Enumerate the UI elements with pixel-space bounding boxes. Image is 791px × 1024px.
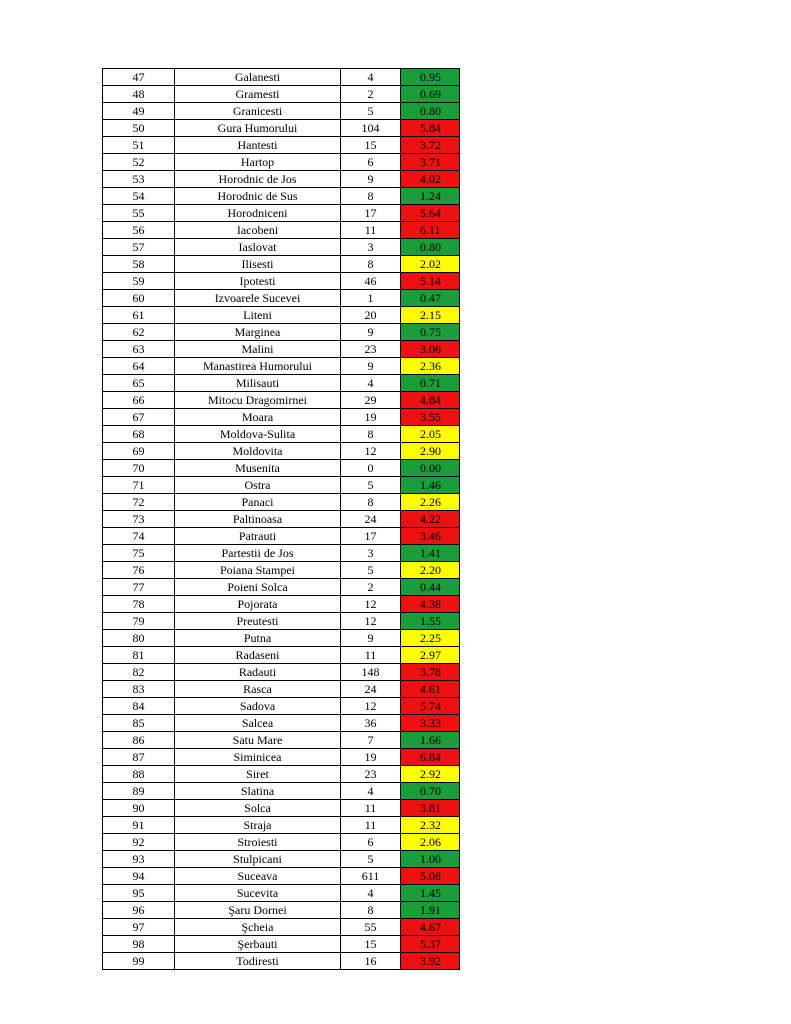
table-row xyxy=(103,817,460,834)
rate-value-cell: 3.06 xyxy=(401,341,460,358)
rate-value-cell: 1.24 xyxy=(401,188,460,205)
row-number-cell: 73 xyxy=(103,511,175,528)
locality-name-cell: Rasca xyxy=(175,681,341,698)
count-cell: 16 xyxy=(341,953,401,970)
rate-value-cell: 4.22 xyxy=(401,511,460,528)
rate-value-cell: 3.81 xyxy=(401,800,460,817)
rate-value-cell: 3.33 xyxy=(401,715,460,732)
rate-value-cell: 2.26 xyxy=(401,494,460,511)
rate-value-cell: 1.46 xyxy=(401,477,460,494)
data-table xyxy=(102,68,460,970)
locality-name-cell: Galanesti xyxy=(175,69,341,86)
rate-value-cell: 2.06 xyxy=(401,834,460,851)
count-cell: 17 xyxy=(341,528,401,545)
table-row xyxy=(103,630,460,647)
count-cell: 11 xyxy=(341,647,401,664)
row-number-cell: 70 xyxy=(103,460,175,477)
row-number-cell: 63 xyxy=(103,341,175,358)
locality-name-cell: Paltinoasa xyxy=(175,511,341,528)
table-row xyxy=(103,205,460,222)
locality-name-cell: Gura Humorului xyxy=(175,120,341,137)
count-cell: 19 xyxy=(341,749,401,766)
table-row xyxy=(103,443,460,460)
rate-value-cell: 2.97 xyxy=(401,647,460,664)
rate-value-cell: 0.75 xyxy=(401,324,460,341)
table-row xyxy=(103,86,460,103)
locality-name-cell: Moara xyxy=(175,409,341,426)
row-number-cell: 74 xyxy=(103,528,175,545)
count-cell: 5 xyxy=(341,103,401,120)
count-cell: 15 xyxy=(341,137,401,154)
table-row xyxy=(103,103,460,120)
rate-value-cell: 3.55 xyxy=(401,409,460,426)
rate-value-cell: 1.66 xyxy=(401,732,460,749)
table-row xyxy=(103,834,460,851)
row-number-cell: 54 xyxy=(103,188,175,205)
locality-name-cell: Ipotesti xyxy=(175,273,341,290)
count-cell: 104 xyxy=(341,120,401,137)
row-number-cell: 90 xyxy=(103,800,175,817)
row-number-cell: 47 xyxy=(103,69,175,86)
row-number-cell: 88 xyxy=(103,766,175,783)
table-row xyxy=(103,698,460,715)
rate-value-cell: 1.00 xyxy=(401,851,460,868)
locality-name-cell: Mitocu Dragomirnei xyxy=(175,392,341,409)
table-row xyxy=(103,936,460,953)
rate-value-cell: 1.91 xyxy=(401,902,460,919)
rate-value-cell: 0.00 xyxy=(401,460,460,477)
rate-value-cell: 0.47 xyxy=(401,290,460,307)
locality-name-cell: Şcheia xyxy=(175,919,341,936)
row-number-cell: 83 xyxy=(103,681,175,698)
row-number-cell: 55 xyxy=(103,205,175,222)
row-number-cell: 95 xyxy=(103,885,175,902)
table-row xyxy=(103,919,460,936)
rate-value-cell: 1.55 xyxy=(401,613,460,630)
rate-value-cell: 2.92 xyxy=(401,766,460,783)
count-cell: 3 xyxy=(341,545,401,562)
count-cell: 9 xyxy=(341,630,401,647)
table-row xyxy=(103,545,460,562)
row-number-cell: 84 xyxy=(103,698,175,715)
row-number-cell: 48 xyxy=(103,86,175,103)
rate-value-cell: 0.95 xyxy=(401,69,460,86)
count-cell: 8 xyxy=(341,256,401,273)
row-number-cell: 58 xyxy=(103,256,175,273)
rate-value-cell: 3.92 xyxy=(401,953,460,970)
count-cell: 12 xyxy=(341,443,401,460)
count-cell: 29 xyxy=(341,392,401,409)
count-cell: 2 xyxy=(341,579,401,596)
count-cell: 8 xyxy=(341,902,401,919)
rate-value-cell: 6.84 xyxy=(401,749,460,766)
row-number-cell: 50 xyxy=(103,120,175,137)
row-number-cell: 85 xyxy=(103,715,175,732)
count-cell: 19 xyxy=(341,409,401,426)
count-cell: 3 xyxy=(341,239,401,256)
locality-name-cell: Poieni Solca xyxy=(175,579,341,596)
locality-name-cell: Siret xyxy=(175,766,341,783)
table-row xyxy=(103,392,460,409)
count-cell: 11 xyxy=(341,817,401,834)
row-number-cell: 89 xyxy=(103,783,175,800)
row-number-cell: 61 xyxy=(103,307,175,324)
row-number-cell: 77 xyxy=(103,579,175,596)
count-cell: 1 xyxy=(341,290,401,307)
row-number-cell: 53 xyxy=(103,171,175,188)
table-row xyxy=(103,783,460,800)
count-cell: 20 xyxy=(341,307,401,324)
rate-value-cell: 5.37 xyxy=(401,936,460,953)
rate-value-cell: 5.84 xyxy=(401,120,460,137)
count-cell: 4 xyxy=(341,375,401,392)
rate-value-cell: 3.46 xyxy=(401,528,460,545)
rate-value-cell: 2.20 xyxy=(401,562,460,579)
table-row xyxy=(103,358,460,375)
locality-name-cell: Hartop xyxy=(175,154,341,171)
table-row xyxy=(103,596,460,613)
rate-value-cell: 2.15 xyxy=(401,307,460,324)
row-number-cell: 67 xyxy=(103,409,175,426)
row-number-cell: 65 xyxy=(103,375,175,392)
count-cell: 46 xyxy=(341,273,401,290)
rate-value-cell: 2.90 xyxy=(401,443,460,460)
count-cell: 5 xyxy=(341,851,401,868)
table-row xyxy=(103,409,460,426)
locality-name-cell: Gramesti xyxy=(175,86,341,103)
rate-value-cell: 5.64 xyxy=(401,205,460,222)
count-cell: 4 xyxy=(341,885,401,902)
table-row xyxy=(103,613,460,630)
table-row xyxy=(103,885,460,902)
rate-value-cell: 0.71 xyxy=(401,375,460,392)
count-cell: 12 xyxy=(341,613,401,630)
locality-name-cell: Stulpicani xyxy=(175,851,341,868)
row-number-cell: 81 xyxy=(103,647,175,664)
locality-name-cell: Ilisesti xyxy=(175,256,341,273)
count-cell: 0 xyxy=(341,460,401,477)
rate-value-cell: 4.38 xyxy=(401,596,460,613)
row-number-cell: 57 xyxy=(103,239,175,256)
table-row xyxy=(103,800,460,817)
table-row xyxy=(103,562,460,579)
locality-name-cell: Poiana Stampei xyxy=(175,562,341,579)
count-cell: 6 xyxy=(341,834,401,851)
locality-name-cell: Malini xyxy=(175,341,341,358)
locality-name-cell: Hantesti xyxy=(175,137,341,154)
locality-name-cell: Horodniceni xyxy=(175,205,341,222)
table-row xyxy=(103,732,460,749)
row-number-cell: 94 xyxy=(103,868,175,885)
locality-name-cell: Partestii de Jos xyxy=(175,545,341,562)
count-cell: 24 xyxy=(341,681,401,698)
locality-name-cell: Preutesti xyxy=(175,613,341,630)
row-number-cell: 59 xyxy=(103,273,175,290)
rate-value-cell: 1.41 xyxy=(401,545,460,562)
locality-name-cell: Panaci xyxy=(175,494,341,511)
locality-name-cell: Radaseni xyxy=(175,647,341,664)
row-number-cell: 98 xyxy=(103,936,175,953)
table-row xyxy=(103,273,460,290)
row-number-cell: 79 xyxy=(103,613,175,630)
table-row xyxy=(103,953,460,970)
count-cell: 611 xyxy=(341,868,401,885)
rate-value-cell: 0.44 xyxy=(401,579,460,596)
rate-value-cell: 1.45 xyxy=(401,885,460,902)
row-number-cell: 82 xyxy=(103,664,175,681)
count-cell: 15 xyxy=(341,936,401,953)
rate-value-cell: 2.36 xyxy=(401,358,460,375)
count-cell: 11 xyxy=(341,222,401,239)
table-row xyxy=(103,494,460,511)
table-row xyxy=(103,868,460,885)
row-number-cell: 49 xyxy=(103,103,175,120)
count-cell: 17 xyxy=(341,205,401,222)
table-row xyxy=(103,222,460,239)
rate-value-cell: 0.69 xyxy=(401,86,460,103)
count-cell: 9 xyxy=(341,358,401,375)
count-cell: 7 xyxy=(341,732,401,749)
table-row xyxy=(103,324,460,341)
count-cell: 8 xyxy=(341,188,401,205)
row-number-cell: 64 xyxy=(103,358,175,375)
table-row xyxy=(103,528,460,545)
locality-name-cell: Granicesti xyxy=(175,103,341,120)
row-number-cell: 72 xyxy=(103,494,175,511)
row-number-cell: 56 xyxy=(103,222,175,239)
table-row xyxy=(103,154,460,171)
table-row xyxy=(103,120,460,137)
table-row xyxy=(103,69,460,86)
locality-name-cell: Moldovita xyxy=(175,443,341,460)
row-number-cell: 99 xyxy=(103,953,175,970)
rate-value-cell: 4.61 xyxy=(401,681,460,698)
row-number-cell: 68 xyxy=(103,426,175,443)
table-row xyxy=(103,188,460,205)
row-number-cell: 92 xyxy=(103,834,175,851)
table-row xyxy=(103,290,460,307)
count-cell: 55 xyxy=(341,919,401,936)
locality-name-cell: Patrauti xyxy=(175,528,341,545)
locality-name-cell: Iacobeni xyxy=(175,222,341,239)
rate-value-cell: 5.74 xyxy=(401,698,460,715)
rate-value-cell: 4.84 xyxy=(401,392,460,409)
count-cell: 5 xyxy=(341,562,401,579)
locality-name-cell: Sucevita xyxy=(175,885,341,902)
rate-value-cell: 0.80 xyxy=(401,239,460,256)
locality-name-cell: Şaru Dornei xyxy=(175,902,341,919)
table-row xyxy=(103,664,460,681)
table-body xyxy=(103,69,460,970)
table-row xyxy=(103,579,460,596)
count-cell: 9 xyxy=(341,324,401,341)
locality-name-cell: Ostra xyxy=(175,477,341,494)
locality-name-cell: Slatina xyxy=(175,783,341,800)
row-number-cell: 86 xyxy=(103,732,175,749)
row-number-cell: 87 xyxy=(103,749,175,766)
locality-name-cell: Iaslovat xyxy=(175,239,341,256)
locality-name-cell: Siminicea xyxy=(175,749,341,766)
count-cell: 4 xyxy=(341,69,401,86)
count-cell: 2 xyxy=(341,86,401,103)
row-number-cell: 96 xyxy=(103,902,175,919)
locality-name-cell: Horodnic de Jos xyxy=(175,171,341,188)
locality-name-cell: Satu Mare xyxy=(175,732,341,749)
table-row xyxy=(103,375,460,392)
locality-name-cell: Milisauti xyxy=(175,375,341,392)
locality-name-cell: Solca xyxy=(175,800,341,817)
table-row xyxy=(103,256,460,273)
locality-name-cell: Marginea xyxy=(175,324,341,341)
count-cell: 12 xyxy=(341,596,401,613)
count-cell: 23 xyxy=(341,766,401,783)
count-cell: 4 xyxy=(341,783,401,800)
rate-value-cell: 5.14 xyxy=(401,273,460,290)
rate-value-cell: 3.72 xyxy=(401,137,460,154)
table-row xyxy=(103,647,460,664)
table-row xyxy=(103,902,460,919)
locality-name-cell: Sadova xyxy=(175,698,341,715)
count-cell: 8 xyxy=(341,426,401,443)
rate-value-cell: 0.70 xyxy=(401,783,460,800)
row-number-cell: 80 xyxy=(103,630,175,647)
locality-name-cell: Pojorata xyxy=(175,596,341,613)
row-number-cell: 93 xyxy=(103,851,175,868)
locality-name-cell: Stroiesti xyxy=(175,834,341,851)
table-row xyxy=(103,426,460,443)
locality-name-cell: Todiresti xyxy=(175,953,341,970)
table-row xyxy=(103,681,460,698)
table-row xyxy=(103,137,460,154)
row-number-cell: 52 xyxy=(103,154,175,171)
locality-name-cell: Horodnic de Sus xyxy=(175,188,341,205)
row-number-cell: 78 xyxy=(103,596,175,613)
locality-name-cell: Liteni xyxy=(175,307,341,324)
row-number-cell: 62 xyxy=(103,324,175,341)
table-row xyxy=(103,171,460,188)
row-number-cell: 76 xyxy=(103,562,175,579)
count-cell: 36 xyxy=(341,715,401,732)
locality-name-cell: Salcea xyxy=(175,715,341,732)
table-row xyxy=(103,851,460,868)
locality-name-cell: Musenita xyxy=(175,460,341,477)
count-cell: 8 xyxy=(341,494,401,511)
row-number-cell: 71 xyxy=(103,477,175,494)
table-row xyxy=(103,460,460,477)
table-row xyxy=(103,239,460,256)
table-row xyxy=(103,307,460,324)
rate-value-cell: 4.67 xyxy=(401,919,460,936)
row-number-cell: 60 xyxy=(103,290,175,307)
count-cell: 148 xyxy=(341,664,401,681)
rate-value-cell: 3.78 xyxy=(401,664,460,681)
count-cell: 5 xyxy=(341,477,401,494)
row-number-cell: 69 xyxy=(103,443,175,460)
row-number-cell: 51 xyxy=(103,137,175,154)
rate-value-cell: 4.02 xyxy=(401,171,460,188)
locality-name-cell: Straja xyxy=(175,817,341,834)
locality-name-cell: Radauti xyxy=(175,664,341,681)
table-row xyxy=(103,766,460,783)
row-number-cell: 75 xyxy=(103,545,175,562)
rate-value-cell: 2.32 xyxy=(401,817,460,834)
rate-value-cell: 2.05 xyxy=(401,426,460,443)
rate-value-cell: 2.25 xyxy=(401,630,460,647)
locality-name-cell: Putna xyxy=(175,630,341,647)
rate-value-cell: 0.80 xyxy=(401,103,460,120)
rate-value-cell: 6.11 xyxy=(401,222,460,239)
rate-value-cell: 3.71 xyxy=(401,154,460,171)
count-cell: 11 xyxy=(341,800,401,817)
table-row xyxy=(103,341,460,358)
count-cell: 12 xyxy=(341,698,401,715)
table-row xyxy=(103,511,460,528)
locality-name-cell: Moldova-Sulita xyxy=(175,426,341,443)
locality-name-cell: Manastirea Humorului xyxy=(175,358,341,375)
count-cell: 23 xyxy=(341,341,401,358)
table-row xyxy=(103,477,460,494)
row-number-cell: 91 xyxy=(103,817,175,834)
count-cell: 9 xyxy=(341,171,401,188)
row-number-cell: 66 xyxy=(103,392,175,409)
count-cell: 24 xyxy=(341,511,401,528)
count-cell: 6 xyxy=(341,154,401,171)
locality-name-cell: Suceava xyxy=(175,868,341,885)
rate-value-cell: 5.08 xyxy=(401,868,460,885)
table-row xyxy=(103,715,460,732)
locality-name-cell: Izvoarele Sucevei xyxy=(175,290,341,307)
rate-value-cell: 2.02 xyxy=(401,256,460,273)
table-row xyxy=(103,749,460,766)
locality-name-cell: Şerbauti xyxy=(175,936,341,953)
row-number-cell: 97 xyxy=(103,919,175,936)
